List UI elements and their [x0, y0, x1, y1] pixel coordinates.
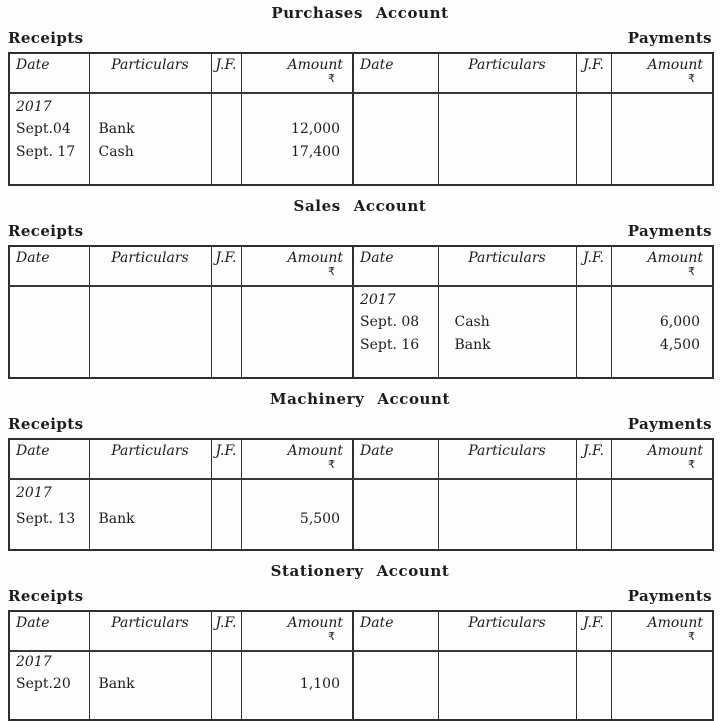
header-row	[9, 611, 713, 651]
ledger-row-entry	[9, 674, 713, 697]
col-header-jf: J.F.	[211, 611, 241, 651]
payments-label: Payments	[627, 222, 712, 240]
cell-date	[9, 286, 89, 309]
col-header-amount	[611, 53, 713, 93]
rupee-symbol-icon: ₹	[688, 72, 695, 85]
col-header-date: Date	[9, 53, 89, 93]
col-header-jf: J.F.	[576, 439, 611, 479]
cell-particulars	[89, 93, 211, 116]
col-header-jf: J.F.	[211, 53, 241, 93]
account-title: Stationery Account	[270, 562, 450, 580]
cell-date	[353, 93, 438, 116]
cell-date: Sept. 08	[353, 309, 438, 332]
cell-particulars	[89, 286, 211, 309]
col-header-jf: J.F.	[211, 439, 241, 479]
cell-amount	[611, 674, 713, 697]
cell-date: Sept. 17	[9, 139, 89, 162]
cell-jf	[576, 502, 611, 527]
receipts-label: Receipts	[8, 29, 84, 47]
account-section-stationery	[8, 562, 712, 721]
cell-amount	[611, 651, 713, 674]
cell-jf	[211, 116, 241, 139]
ledger-row-entry	[9, 116, 713, 139]
cell-particulars: Bank	[89, 674, 211, 697]
ledger-row-year	[9, 479, 713, 502]
cell-jf	[211, 286, 241, 309]
cell-amount	[241, 309, 353, 332]
cell-date: 2017	[9, 651, 89, 674]
side-labels	[8, 587, 712, 605]
cell-particulars: Cash	[89, 139, 211, 162]
cell-amount	[611, 93, 713, 116]
ledger-table-machinery	[8, 438, 714, 551]
cell-particulars: Cash	[438, 309, 576, 332]
col-header-date: Date	[9, 611, 89, 651]
side-labels	[8, 222, 712, 240]
col-header-particulars: Particulars	[89, 439, 211, 479]
ledger-row-year	[9, 651, 713, 674]
cell-date	[9, 309, 89, 332]
ledger-row-filler	[9, 162, 713, 185]
account-section-machinery	[8, 390, 712, 551]
cell-jf	[211, 479, 241, 502]
amount-label: Amount	[647, 250, 703, 266]
cell-jf	[211, 139, 241, 162]
cell-particulars	[89, 651, 211, 674]
cell-date	[353, 139, 438, 162]
header-row	[9, 246, 713, 286]
cell-jf	[576, 93, 611, 116]
ledger-table-stationery	[8, 610, 714, 721]
amount-label: Amount	[287, 443, 343, 459]
cell-jf	[576, 309, 611, 332]
col-header-date: Date	[9, 439, 89, 479]
cell-jf	[211, 674, 241, 697]
cell-date: 2017	[9, 93, 89, 116]
cell-amount: 1,100	[241, 674, 353, 697]
col-header-amount	[611, 439, 713, 479]
cell-amount	[611, 139, 713, 162]
receipts-label: Receipts	[8, 587, 84, 605]
cell-amount: 4,500	[611, 332, 713, 355]
amount-label: Amount	[647, 615, 703, 631]
cell-amount: 17,400	[241, 139, 353, 162]
cell-date	[353, 502, 438, 527]
col-header-date: Date	[353, 53, 438, 93]
payments-label: Payments	[627, 587, 712, 605]
col-header-date: Date	[353, 246, 438, 286]
col-header-date: Date	[353, 439, 438, 479]
col-header-particulars: Particulars	[89, 611, 211, 651]
cell-date	[353, 651, 438, 674]
cell-amount	[241, 286, 353, 309]
col-header-date: Date	[9, 246, 89, 286]
ledger-row-filler	[9, 697, 713, 720]
ledger-table-sales	[8, 245, 714, 379]
receipts-label: Receipts	[8, 222, 84, 240]
col-header-particulars: Particulars	[438, 611, 576, 651]
cell-amount	[611, 116, 713, 139]
amount-label: Amount	[287, 57, 343, 73]
cell-particulars	[438, 502, 576, 527]
cell-amount: 6,000	[611, 309, 713, 332]
col-header-particulars: Particulars	[438, 439, 576, 479]
col-header-particulars: Particulars	[89, 53, 211, 93]
cell-amount	[611, 286, 713, 309]
cell-particulars	[89, 479, 211, 502]
cell-particulars	[89, 309, 211, 332]
cell-date: Sept.04	[9, 116, 89, 139]
col-header-jf: J.F.	[211, 246, 241, 286]
col-header-jf: J.F.	[576, 246, 611, 286]
cell-jf	[576, 651, 611, 674]
cell-date: 2017	[353, 286, 438, 309]
account-section-purchases	[8, 4, 712, 186]
cell-amount	[241, 651, 353, 674]
rupee-symbol-icon: ₹	[688, 265, 695, 278]
cell-amount	[241, 479, 353, 502]
payments-label: Payments	[627, 415, 712, 433]
cell-amount: 12,000	[241, 116, 353, 139]
rupee-symbol-icon: ₹	[688, 458, 695, 471]
side-labels	[8, 415, 712, 433]
rupee-symbol-icon: ₹	[328, 630, 335, 643]
col-header-amount	[241, 611, 353, 651]
cell-amount	[611, 502, 713, 527]
amount-label: Amount	[287, 615, 343, 631]
cell-particulars	[438, 674, 576, 697]
col-header-jf: J.F.	[576, 611, 611, 651]
cell-jf	[211, 502, 241, 527]
cell-date: 2017	[9, 479, 89, 502]
cell-date: Sept.20	[9, 674, 89, 697]
payments-label: Payments	[627, 29, 712, 47]
cell-jf	[576, 479, 611, 502]
cell-jf	[211, 651, 241, 674]
cell-amount	[611, 479, 713, 502]
col-header-particulars: Particulars	[89, 246, 211, 286]
cell-jf	[576, 674, 611, 697]
col-header-jf: J.F.	[576, 53, 611, 93]
cell-jf	[576, 139, 611, 162]
ledger-row-filler	[9, 355, 713, 378]
col-header-particulars: Particulars	[438, 53, 576, 93]
cell-particulars	[438, 479, 576, 502]
cell-jf	[576, 332, 611, 355]
header-row	[9, 53, 713, 93]
col-header-amount	[611, 611, 713, 651]
cell-date: Sept. 13	[9, 502, 89, 527]
amount-label: Amount	[647, 443, 703, 459]
cell-particulars	[438, 116, 576, 139]
col-header-date: Date	[353, 611, 438, 651]
ledger-row-entry	[9, 332, 713, 355]
side-labels	[8, 29, 712, 47]
amount-label: Amount	[287, 250, 343, 266]
cell-particulars	[438, 286, 576, 309]
ledger-row-filler	[9, 527, 713, 550]
rupee-symbol-icon: ₹	[328, 458, 335, 471]
cell-particulars: Bank	[89, 116, 211, 139]
col-header-amount	[241, 53, 353, 93]
rupee-symbol-icon: ₹	[688, 630, 695, 643]
cell-amount	[241, 93, 353, 116]
cell-amount	[241, 332, 353, 355]
header-row	[9, 439, 713, 479]
cell-particulars: Bank	[89, 502, 211, 527]
cell-jf	[576, 116, 611, 139]
cell-particulars	[438, 651, 576, 674]
amount-label: Amount	[647, 57, 703, 73]
cell-date	[9, 332, 89, 355]
cell-jf	[211, 93, 241, 116]
receipts-label: Receipts	[8, 415, 84, 433]
cell-amount: 5,500	[241, 502, 353, 527]
rupee-symbol-icon: ₹	[328, 265, 335, 278]
cell-date	[353, 479, 438, 502]
col-header-particulars: Particulars	[438, 246, 576, 286]
account-title: Machinery Account	[269, 390, 451, 408]
cell-jf	[211, 332, 241, 355]
cell-date	[353, 116, 438, 139]
account-section-sales	[8, 197, 712, 379]
ledger-row-entry	[9, 139, 713, 162]
col-header-amount	[241, 246, 353, 286]
ledger-table-purchases	[8, 52, 714, 186]
cell-jf	[576, 286, 611, 309]
rupee-symbol-icon: ₹	[328, 72, 335, 85]
cell-jf	[211, 309, 241, 332]
ledger-row-year	[9, 286, 713, 309]
account-title: Purchases Account	[271, 4, 449, 22]
account-title: Sales Account	[293, 197, 427, 215]
cell-particulars	[438, 139, 576, 162]
cell-date	[353, 674, 438, 697]
cell-particulars: Bank	[438, 332, 576, 355]
ledger-row-year	[9, 93, 713, 116]
col-header-amount	[611, 246, 713, 286]
cell-date: Sept. 16	[353, 332, 438, 355]
ledger-row-entry	[9, 502, 713, 527]
ledger-row-entry	[9, 309, 713, 332]
cell-particulars	[89, 332, 211, 355]
cell-particulars	[438, 93, 576, 116]
col-header-amount	[241, 439, 353, 479]
